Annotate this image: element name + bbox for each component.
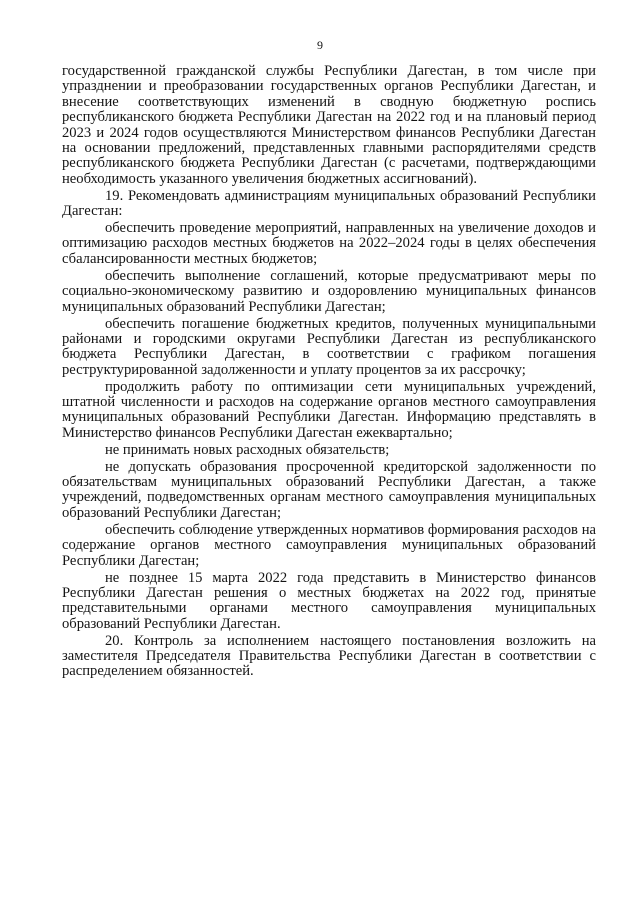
- paragraph-agreements: обеспечить выполнение соглашений, которые предусматривают меры по социально-экономическому развитию и оздоровлению муниципальных финансов муниципальных образований Республики Дагестан;: [62, 267, 596, 315]
- paragraph-expense-norms: обеспечить соблюдение утвержденных нормативов формирования расходов на содержание органов местного самоуправления муниципальных образований Республики Дагестан;: [62, 521, 596, 569]
- paragraph-overdue-debt: не допускать образования просроченной кредиторской задолженности по обязательствам муниципальных образований Республики Дагестан, а также учреждений, подведомственных органам местного самоуправления муниципальных образований Республики Дагестан;: [62, 458, 596, 521]
- page-number: 9: [317, 38, 323, 52]
- paragraph-no-new-obligations: не принимать новых расходных обязательств;: [105, 441, 390, 458]
- document-body: [62, 64, 596, 680]
- paragraph-budget-deadline: не позднее 15 марта 2022 года представить в Министерство финансов Республики Дагестан решения о местных бюджетах на 2022 год, принятые представительными органами местного самоуправления муниципальных образований Республики Дагестан.: [62, 569, 596, 632]
- paragraph-loan-repayment: обеспечить погашение бюджетных кредитов, полученных муниципальными районами и городскими округами Республики Дагестан из республиканского бюджета Республики Дагестан, в соответствии с графиком погашения реструктурированной задолженности и уплату процентов за их рассрочку;: [62, 315, 596, 378]
- paragraph-item-19: 19. Рекомендовать администрациям муниципальных образований Республики Дагестан:: [62, 187, 596, 220]
- paragraph-revenue-optimization: обеспечить проведение мероприятий, направленных на увеличение доходов и оптимизацию расходов местных бюджетов на 2022–2024 годы в целях обеспечения сбалансированности местных бюджетов;: [62, 220, 596, 267]
- paragraph-continuation: государственной гражданской службы Республики Дагестан, в том числе при упразднении и преобразовании государственных органов Республики Дагестан, и внесение соответствующих изменений в сводную бюджетную роспись республиканского бюджета Республики Дагестан на 2022 год и на плановый период 2023 и 2024 годов осуществляются Министерством финансов Республики Дагестан на основании предложений, представленных главными распорядителями средств республиканского бюджета Республики Дагестан (с расчетами, подтверждающими необходимость указанного увеличения бюджетных ассигнований).: [62, 63, 596, 187]
- paragraph-network-optimization: продолжить работу по оптимизации сети муниципальных учреждений, штатной численности и расходов на содержание органов местного самоуправления муниципальных образований Республики Дагестан. Информацию представлять в Министерство финансов Республики Дагестан ежеквартально;: [62, 378, 596, 441]
- paragraph-item-20: 20. Контроль за исполнением настоящего постановления возложить на заместителя Председателя Правительства Республики Дагестан в соответствии с распределением обязанностей.: [62, 632, 596, 680]
